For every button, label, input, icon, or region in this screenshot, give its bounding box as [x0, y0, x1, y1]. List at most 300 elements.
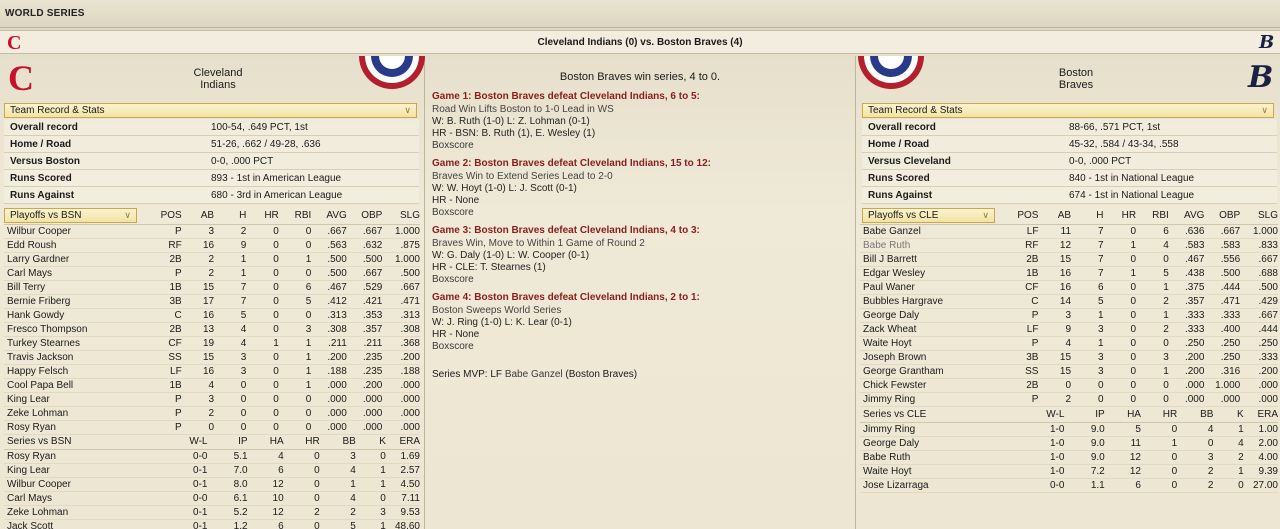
record-row [862, 187, 1277, 204]
player-name[interactable]: George Grantham [860, 364, 1009, 378]
stat-cell: 3 [1071, 350, 1103, 364]
stat-cell: P [1009, 308, 1039, 322]
game-headline[interactable]: Braves Win, Move to Within 1 Game of Round 2 [432, 238, 645, 249]
column-header-avg[interactable]: AVG [1169, 208, 1205, 224]
record-value: 100-54, .649 PCT, 1st [211, 122, 308, 133]
stat-cell: 6 [248, 519, 284, 529]
stat-cell: .632 [347, 238, 383, 252]
game-decisions: W: B. Ruth (1-0) L: Z. Lohman (0-1) [432, 116, 590, 127]
player-name[interactable]: Joseph Brown [860, 350, 1009, 364]
team-name-line2: Braves [1058, 79, 1094, 91]
stat-cell: 0 [1104, 280, 1137, 294]
cleveland-team-logo-icon: C [8, 58, 34, 98]
batting-row[interactable] [4, 308, 420, 322]
batting-row[interactable] [4, 238, 420, 252]
stat-cell: 0 [1104, 224, 1137, 238]
player-name[interactable]: Wilbur Cooper [4, 224, 152, 238]
record-label: Versus Cleveland [868, 156, 951, 167]
stat-cell: 1 [1104, 266, 1137, 280]
stat-cell: 4 [1177, 422, 1213, 436]
player-name[interactable]: Babe Ruth [860, 238, 1009, 252]
pitching-row[interactable] [4, 463, 420, 477]
stat-cell: 5.2 [207, 505, 247, 519]
record-label: Runs Against [10, 190, 75, 201]
stat-cell: 12 [1105, 464, 1141, 478]
stat-cell: P [152, 266, 182, 280]
stat-cell: 48.60 [386, 519, 420, 529]
player-name[interactable]: Chick Fewster [860, 378, 1009, 392]
stat-cell: 0 [1038, 378, 1071, 392]
player-name[interactable]: Fresco Thompson [4, 322, 152, 336]
game-headline[interactable]: Road Win Lifts Boston to 1-0 Lead in WS [432, 104, 614, 115]
stat-cell: .429 [1240, 294, 1278, 308]
game-headline[interactable]: Boston Sweeps World Series [432, 305, 562, 316]
record-value: 0-0, .000 PCT [1069, 156, 1132, 167]
stat-cell: 0 [1141, 478, 1177, 492]
pitching-row[interactable] [4, 449, 420, 463]
player-name[interactable]: Larry Gardner [4, 252, 152, 266]
player-name[interactable]: Edgar Wesley [860, 266, 1009, 280]
stat-cell: 0 [246, 364, 278, 378]
column-header-obp[interactable]: OBP [347, 208, 383, 224]
column-header-ip[interactable]: IP [1064, 408, 1104, 422]
game-decisions: W: J. Ring (1-0) L: K. Lear (0-1) [432, 317, 572, 328]
column-header-pos[interactable]: POS [152, 208, 182, 224]
column-header-hr[interactable]: HR [246, 208, 278, 224]
player-name[interactable]: Turkey Stearnes [4, 336, 152, 350]
stat-cell: .583 [1169, 238, 1205, 252]
pitching-row[interactable] [4, 491, 420, 505]
player-name[interactable]: Travis Jackson [4, 350, 152, 364]
stat-cell: 15 [1038, 350, 1071, 364]
stat-cell: .000 [311, 406, 347, 420]
stat-cell: 15 [182, 280, 214, 294]
column-header-ab[interactable]: AB [182, 208, 214, 224]
batting-row[interactable] [860, 336, 1278, 350]
player-name[interactable]: Rosy Ryan [4, 449, 169, 463]
column-header-k[interactable]: K [1213, 408, 1243, 422]
player-name[interactable]: Zeke Lohman [4, 505, 169, 519]
stat-cell: 2 [182, 266, 214, 280]
batting-row[interactable] [4, 336, 420, 350]
stat-cell: .667 [347, 266, 383, 280]
stat-cell: 2.57 [386, 463, 420, 477]
column-header-w-l[interactable]: W-L [1026, 408, 1064, 422]
stat-cell: 0 [1136, 336, 1169, 350]
stat-cell: 0 [1104, 364, 1137, 378]
column-header-bb[interactable]: BB [1177, 408, 1213, 422]
stat-cell: 1 [279, 378, 312, 392]
batting-row[interactable] [860, 266, 1278, 280]
stat-cell: 1.2 [207, 519, 247, 529]
player-name[interactable]: Bill J Barrett [860, 252, 1009, 266]
batting-row[interactable] [860, 294, 1278, 308]
batting-row[interactable] [4, 378, 420, 392]
chevron-down-icon: ∨ [124, 210, 131, 220]
player-name[interactable]: King Lear [4, 463, 169, 477]
stat-cell: 3 [279, 322, 312, 336]
game-home-runs: HR - BSN: B. Ruth (1), E. Wesley (1) [432, 128, 596, 139]
series-result: Boston Braves win series, 4 to 0. [559, 71, 721, 83]
player-name[interactable]: Jose Lizarraga [860, 478, 1026, 492]
batting-row[interactable] [4, 294, 420, 308]
batting-row[interactable] [860, 364, 1278, 378]
column-header-h[interactable]: H [1071, 208, 1103, 224]
pitching-row[interactable] [860, 464, 1278, 478]
batting-row[interactable] [4, 364, 420, 378]
stat-cell: 0 [1104, 336, 1137, 350]
stat-cell: 1 [1213, 464, 1243, 478]
record-row [862, 170, 1277, 187]
stat-cell: 4 [320, 463, 356, 477]
stat-cell: 4 [320, 491, 356, 505]
player-name[interactable]: Bubbles Hargrave [860, 294, 1009, 308]
stat-cell: 2 [1177, 478, 1213, 492]
boxscore-link[interactable]: Boxscore [432, 274, 474, 285]
stat-cell: .333 [1169, 322, 1205, 336]
player-name[interactable]: Waite Hoyt [860, 336, 1009, 350]
stat-cell: .667 [1204, 224, 1240, 238]
chevron-down-icon: ∨ [982, 210, 989, 220]
stat-cell: .412 [311, 294, 347, 308]
stat-cell: 1 [1213, 422, 1243, 436]
stat-cell: CF [152, 336, 182, 350]
column-header-hr[interactable]: HR [1141, 408, 1177, 422]
stat-cell: .000 [347, 406, 383, 420]
stat-cell: .200 [382, 350, 420, 364]
mvp-player-link[interactable]: Babe Ganzel [504, 369, 563, 380]
stat-cell: 2 [1177, 464, 1213, 478]
record-value: 840 - 1st in National League [1069, 173, 1195, 184]
batting-row[interactable] [860, 392, 1278, 406]
batting-row[interactable] [4, 420, 420, 434]
column-header-pos[interactable]: POS [1009, 208, 1039, 224]
game-home-runs: HR - CLE: T. Stearnes (1) [432, 262, 546, 273]
stat-cell: 0 [1136, 378, 1169, 392]
boxscore-link[interactable]: Boxscore [432, 140, 474, 151]
column-header-ha[interactable]: HA [1105, 408, 1141, 422]
stat-cell: 0 [279, 392, 312, 406]
stat-cell: 1 [1136, 308, 1169, 322]
stat-cell: 0 [246, 266, 278, 280]
stat-cell: 7.11 [386, 491, 420, 505]
batting-row[interactable] [860, 280, 1278, 294]
stat-cell: 1.69 [386, 449, 420, 463]
stat-cell: 0 [356, 449, 386, 463]
stat-cell: 5.1 [207, 449, 247, 463]
batting-row[interactable] [4, 392, 420, 406]
game-decisions: W: G. Daly (1-0) L: W. Cooper (0-1) [432, 250, 590, 261]
stat-cell: .000 [382, 420, 420, 434]
batting-row[interactable] [4, 350, 420, 364]
player-name[interactable]: Zeke Lohman [4, 406, 152, 420]
game-summary [432, 292, 847, 353]
pitching-row[interactable] [4, 505, 420, 519]
stat-cell: 2B [1009, 378, 1039, 392]
stat-cell: 3 [1177, 450, 1213, 464]
player-name[interactable]: Babe Ganzel [860, 224, 1009, 238]
stat-cell: 0 [214, 406, 246, 420]
stat-cell: .500 [311, 266, 347, 280]
player-name[interactable]: Jack Scott [4, 519, 169, 529]
stat-cell: 0 [246, 252, 278, 266]
boston-team-logo-icon: B [1248, 60, 1274, 95]
stat-cell: 1-0 [1026, 436, 1064, 450]
cleveland-logo-icon: C [7, 32, 22, 54]
window-title: WORLD SERIES [5, 8, 85, 19]
stat-cell: SS [152, 350, 182, 364]
stat-cell: 2 [182, 252, 214, 266]
column-header-era[interactable]: ERA [386, 435, 420, 449]
stat-cell: .500 [311, 252, 347, 266]
game-decisions: W: W. Hoyt (1-0) L: J. Scott (0-1) [432, 183, 577, 194]
player-name[interactable]: Paul Waner [860, 280, 1009, 294]
stat-cell: .200 [347, 378, 383, 392]
pitching-row[interactable] [860, 422, 1278, 436]
column-header-k[interactable]: K [356, 435, 386, 449]
stat-cell: 0 [279, 266, 312, 280]
stat-cell: .000 [1169, 378, 1205, 392]
stat-cell: 2.00 [1244, 436, 1278, 450]
stat-cell: 11 [1105, 436, 1141, 450]
stat-cell: .500 [1204, 266, 1240, 280]
boxscore-link[interactable]: Boxscore [432, 341, 474, 352]
stat-cell: 10 [248, 491, 284, 505]
game-title: Game 3: Boston Braves defeat Cleveland Indians, 4 to 3: [432, 225, 700, 236]
batting-row[interactable] [4, 280, 420, 294]
dropdown-label: Playoffs vs BSN [10, 210, 82, 221]
batting-row[interactable] [860, 252, 1278, 266]
stat-cell: 1 [214, 252, 246, 266]
player-name[interactable]: Edd Roush [4, 238, 152, 252]
record-value: 893 - 1st in American League [211, 173, 342, 184]
stat-cell: 2 [1213, 450, 1243, 464]
stat-cell: 1 [279, 364, 312, 378]
stat-cell: .313 [311, 308, 347, 322]
stat-cell: 2 [1038, 392, 1071, 406]
stat-cell: 7 [1071, 238, 1103, 252]
stat-cell: .688 [1240, 266, 1278, 280]
stat-cell: .400 [1204, 322, 1240, 336]
record-label: Runs Scored [10, 173, 72, 184]
player-name[interactable]: Carl Mays [4, 266, 152, 280]
team-name-line2: Indians [200, 79, 236, 91]
player-name[interactable]: Rosy Ryan [4, 420, 152, 434]
stat-cell: P [152, 224, 182, 238]
stat-cell: 3 [1038, 308, 1071, 322]
matchup-bar [0, 30, 1280, 54]
team-record-dropdown[interactable] [4, 103, 417, 118]
column-header-bb[interactable]: BB [320, 435, 356, 449]
mvp-prefix: Series MVP: LF [432, 369, 505, 380]
stat-cell: 6 [1105, 478, 1141, 492]
stat-cell: 2B [152, 252, 182, 266]
stat-cell: 4 [1038, 336, 1071, 350]
stat-cell: 1 [279, 336, 312, 350]
player-name[interactable]: George Daly [860, 308, 1009, 322]
column-header-h[interactable]: H [214, 208, 246, 224]
record-label: Runs Against [868, 190, 933, 201]
player-name[interactable]: Waite Hoyt [860, 464, 1026, 478]
stat-cell: 2 [182, 406, 214, 420]
column-header-ab[interactable]: AB [1038, 208, 1071, 224]
pitching-row[interactable] [4, 519, 420, 529]
stat-cell: 1 [320, 477, 356, 491]
column-header-era[interactable]: ERA [1244, 408, 1278, 422]
stat-cell: 0 [1104, 392, 1137, 406]
boston-panel [855, 56, 1280, 529]
stat-cell: 0 [284, 491, 320, 505]
batting-row[interactable] [4, 266, 420, 280]
stat-cell: 2 [1136, 322, 1169, 336]
batting-row[interactable] [860, 238, 1278, 252]
batting-row[interactable] [860, 378, 1278, 392]
column-header-hr[interactable]: HR [284, 435, 320, 449]
stat-cell: 15 [182, 350, 214, 364]
stat-cell: .563 [311, 238, 347, 252]
stat-cell: 1 [1141, 436, 1177, 450]
record-value: 88-66, .571 PCT, 1st [1069, 122, 1161, 133]
pitching-row[interactable] [860, 478, 1278, 492]
batting-header-row [860, 208, 1278, 224]
column-header-avg[interactable]: AVG [311, 208, 347, 224]
batting-row[interactable] [4, 322, 420, 336]
column-header-ha[interactable]: HA [248, 435, 284, 449]
batting-row[interactable] [860, 308, 1278, 322]
stat-cell: 1 [1136, 280, 1169, 294]
series-summary-panel [427, 56, 853, 529]
stat-cell: 4 [1213, 436, 1243, 450]
stat-cell: .000 [347, 420, 383, 434]
column-header-hr[interactable]: HR [1104, 208, 1137, 224]
stat-cell: 0 [1141, 450, 1177, 464]
stat-cell: 16 [1038, 266, 1071, 280]
stat-cell: .000 [382, 406, 420, 420]
pitching-row[interactable] [860, 436, 1278, 450]
player-name[interactable]: Babe Ruth [860, 450, 1026, 464]
stat-cell: 0-0 [169, 491, 207, 505]
player-name[interactable]: Happy Felsch [4, 364, 152, 378]
stat-cell: 1 [356, 463, 386, 477]
stat-cell: SS [1009, 364, 1039, 378]
stat-cell: 1 [1071, 336, 1103, 350]
column-header-ip[interactable]: IP [207, 435, 247, 449]
stat-cell: 0 [1177, 436, 1213, 450]
stat-cell: .000 [1204, 392, 1240, 406]
stat-cell: .250 [1169, 336, 1205, 350]
stat-cell: 12 [248, 505, 284, 519]
stat-cell: .000 [1240, 378, 1278, 392]
batting-row[interactable] [860, 224, 1278, 238]
stat-cell: .235 [347, 364, 383, 378]
dropdown-label: Team Record & Stats [10, 105, 105, 116]
stat-cell: 0 [1104, 350, 1137, 364]
stat-cell: 1 [1071, 308, 1103, 322]
dropdown-label: Team Record & Stats [868, 105, 963, 116]
stat-cell: .235 [347, 350, 383, 364]
batting-row[interactable] [860, 350, 1278, 364]
stat-cell: .471 [1204, 294, 1240, 308]
stat-cell: 5 [1105, 422, 1141, 436]
header-spacer [4, 208, 152, 224]
stat-cell: 1.000 [1204, 378, 1240, 392]
stat-cell: 3B [1009, 350, 1039, 364]
stat-cell: 4 [182, 378, 214, 392]
record-row [862, 136, 1277, 153]
stat-cell: P [152, 406, 182, 420]
stat-cell: 4 [214, 336, 246, 350]
stat-cell: .188 [311, 364, 347, 378]
column-header-rbi[interactable]: RBI [279, 208, 312, 224]
column-header-obp[interactable]: OBP [1204, 208, 1240, 224]
column-header-w-l[interactable]: W-L [169, 435, 207, 449]
boxscore-link[interactable]: Boxscore [432, 207, 474, 218]
stat-cell: 14 [1038, 294, 1071, 308]
pitching-row[interactable] [4, 477, 420, 491]
record-value: 45-32, .584 / 43-34, .558 [1069, 139, 1179, 150]
game-home-runs: HR - None [432, 195, 480, 206]
record-label: Runs Scored [868, 173, 930, 184]
stat-cell: 5 [320, 519, 356, 529]
column-header-slg[interactable]: SLG [382, 208, 420, 224]
record-label: Versus Boston [10, 156, 81, 167]
player-name[interactable]: Hank Gowdy [4, 308, 152, 322]
player-name[interactable]: Wilbur Cooper [4, 477, 169, 491]
stat-cell: .438 [1169, 266, 1205, 280]
stat-cell: 3 [320, 449, 356, 463]
player-name[interactable]: Jimmy Ring [860, 392, 1009, 406]
column-header-rbi[interactable]: RBI [1136, 208, 1169, 224]
player-name[interactable]: Bernie Friberg [4, 294, 152, 308]
column-header-slg[interactable]: SLG [1240, 208, 1278, 224]
player-name[interactable]: George Daly [860, 436, 1026, 450]
stat-cell: 12 [1105, 450, 1141, 464]
record-row [4, 170, 419, 187]
stat-cell: 3 [356, 505, 386, 519]
player-name[interactable]: Bill Terry [4, 280, 152, 294]
pitching-row[interactable] [860, 450, 1278, 464]
player-name[interactable]: Jimmy Ring [860, 422, 1026, 436]
batting-row[interactable] [860, 322, 1278, 336]
team-record-dropdown[interactable] [862, 103, 1274, 118]
stat-cell: .375 [1169, 280, 1205, 294]
stat-cell: 3 [1071, 364, 1103, 378]
player-name[interactable]: Carl Mays [4, 491, 169, 505]
record-label: Overall record [10, 122, 78, 133]
player-name[interactable]: King Lear [4, 392, 152, 406]
bunting-icon [856, 54, 926, 92]
record-label: Home / Road [868, 139, 930, 150]
game-headline[interactable]: Braves Win to Extend Series Lead to 2-0 [432, 171, 613, 182]
player-name[interactable]: Zack Wheat [860, 322, 1009, 336]
stat-cell: 0 [279, 238, 312, 252]
stat-cell: P [152, 420, 182, 434]
batting-row[interactable] [4, 406, 420, 420]
player-name[interactable]: Cool Papa Bell [4, 378, 152, 392]
batting-table [860, 208, 1278, 407]
batting-row[interactable] [4, 252, 420, 266]
stat-cell: .000 [382, 378, 420, 392]
stat-cell: 1.000 [1240, 224, 1278, 238]
pitching-table [860, 408, 1278, 493]
stat-cell: .000 [311, 420, 347, 434]
game-title: Game 1: Boston Braves defeat Cleveland Indians, 6 to 5: [432, 91, 700, 102]
team-name-line1: Boston [1058, 67, 1094, 79]
cleveland-team-name [158, 67, 278, 91]
stat-cell: 2B [1009, 252, 1039, 266]
stat-cell: 3 [1136, 350, 1169, 364]
batting-row[interactable] [4, 224, 420, 238]
